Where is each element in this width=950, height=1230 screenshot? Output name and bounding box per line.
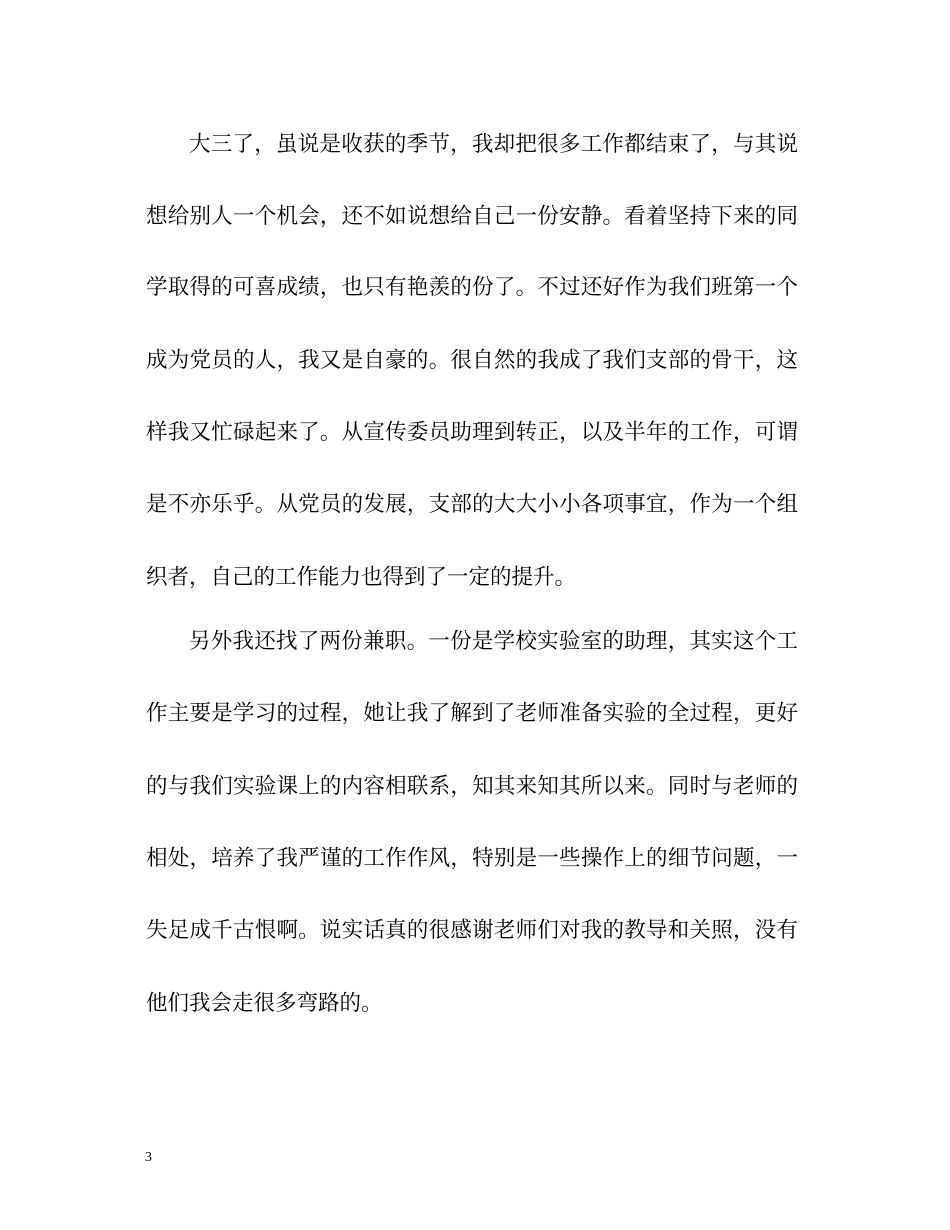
paragraph-2-line-5: 失足成千古恨啊。说实话真的很感谢老师们对我的教导和关照，没有	[146, 918, 798, 943]
paragraph-2-line-6: 他们我会走很多弯路的。	[146, 991, 383, 1016]
paragraph-1-line-2: 想给别人一个机会，还不如说想给自己一份安静。看着坚持下来的同	[146, 204, 798, 229]
paragraph-2-line-1: 另外我还找了两份兼职。一份是学校实验室的助理，其实这个工	[189, 629, 798, 654]
page-number: 3	[145, 1150, 152, 1165]
paragraph-1-line-4: 成为党员的人，我又是自豪的。很自然的我成了我们支部的骨干，这	[146, 348, 798, 373]
paragraph-2-line-4: 相处，培养了我严谨的工作作风，特别是一些操作上的细节问题，一	[146, 846, 798, 871]
paragraph-1-line-3: 学取得的可喜成绩，也只有艳羡的份了。不过还好作为我们班第一个	[146, 275, 798, 300]
paragraph-1-line-1: 大三了，虽说是收获的季节，我却把很多工作都结束了，与其说	[189, 132, 798, 157]
paragraph-2-line-3: 的与我们实验课上的内容相联系，知其来知其所以来。同时与老师的	[146, 774, 798, 799]
paragraph-1-line-7: 织者，自己的工作能力也得到了一定的提升。	[146, 565, 577, 590]
paragraph-1-line-5: 样我又忙碌起来了。从宣传委员助理到转正，以及半年的工作，可谓	[146, 420, 798, 445]
paragraph-2-line-2: 作主要是学习的过程，她让我了解到了老师准备实验的全过程，更好	[146, 701, 798, 726]
paragraph-1-line-6: 是不亦乐乎。从党员的发展，支部的大大小小各项事宜，作为一个组	[146, 492, 798, 517]
